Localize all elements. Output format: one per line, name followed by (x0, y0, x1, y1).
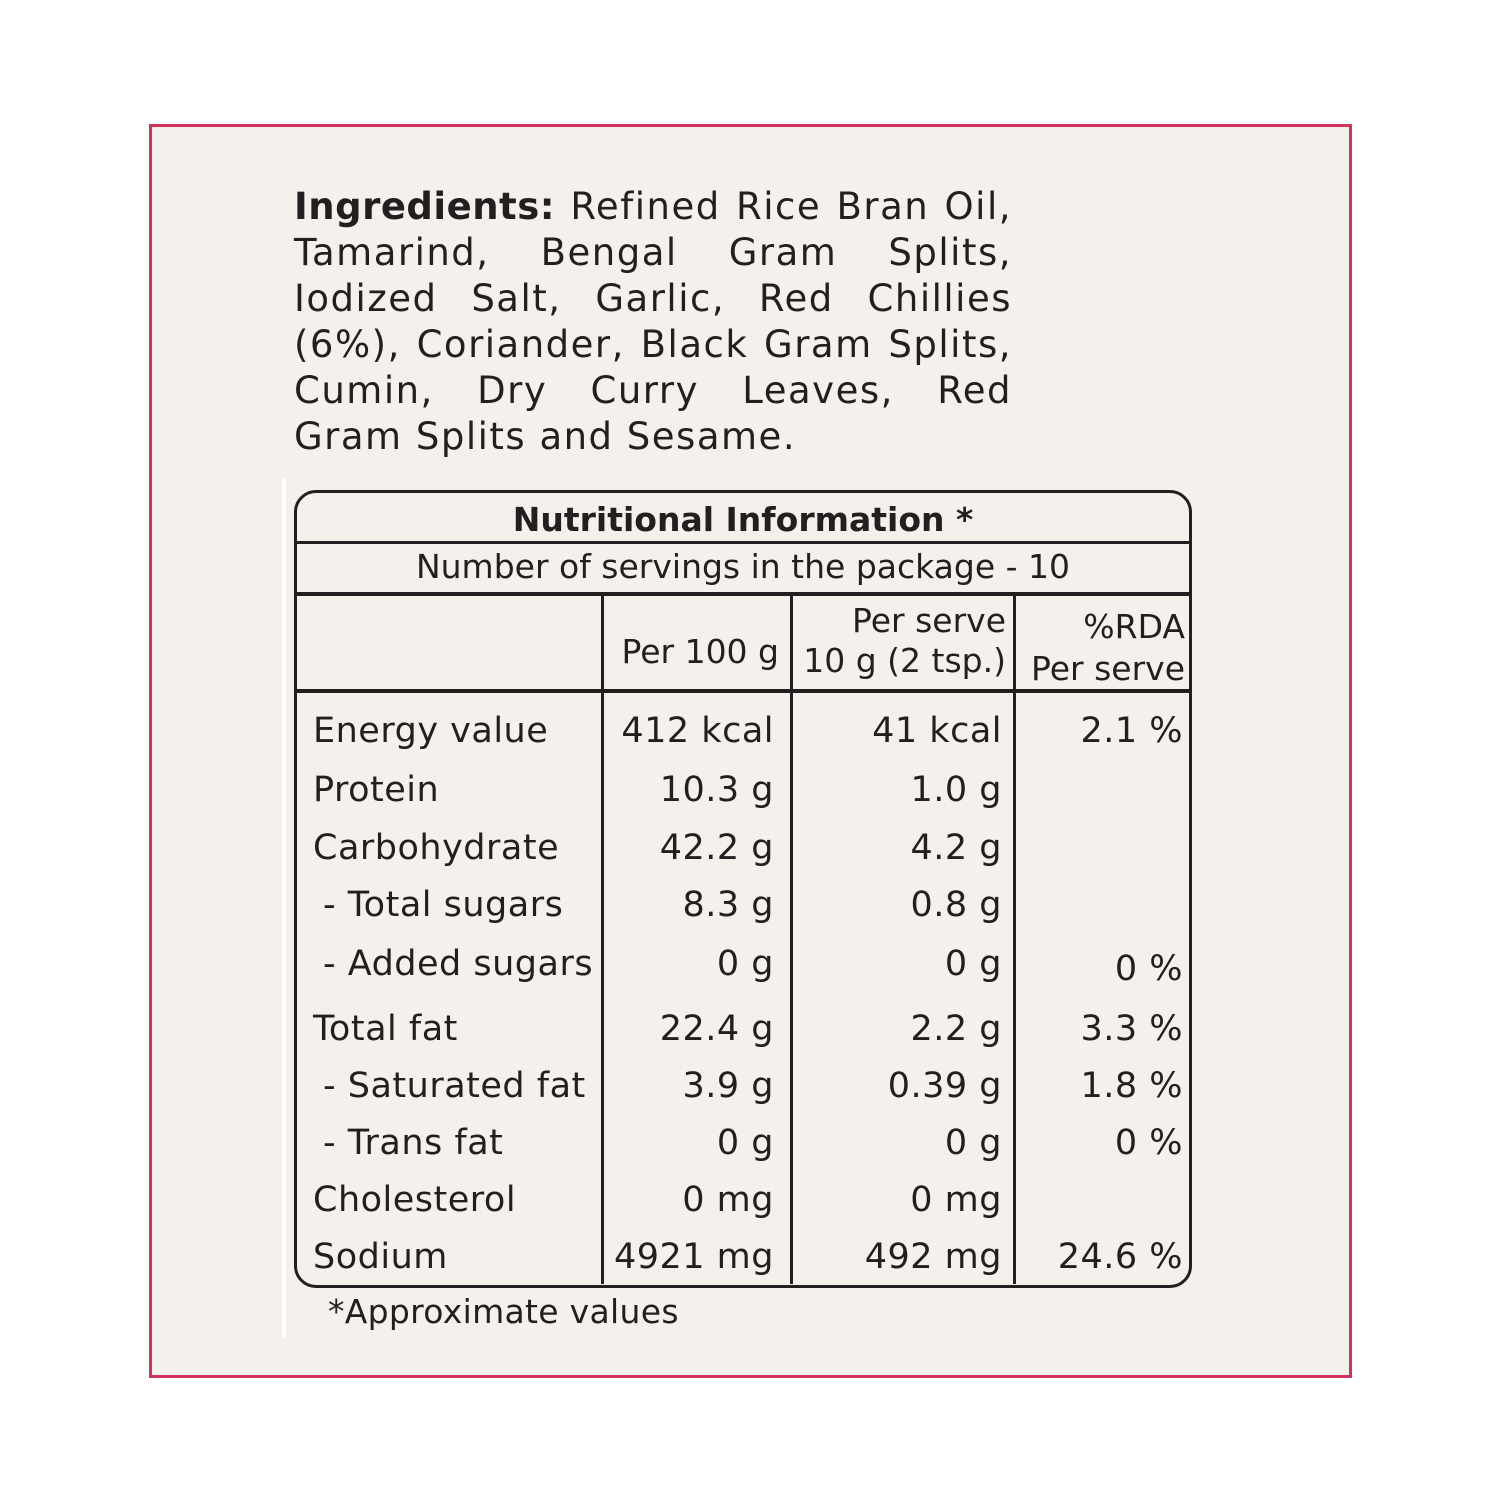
servings-text: Number of servings in the package - 10 (415, 547, 1071, 586)
value-perserve: 41 kcal (872, 711, 1002, 751)
nutrient-name: Protein (313, 770, 440, 810)
value-rda: 1.8 % (1080, 1066, 1183, 1106)
value-per100: 22.4 g (659, 1009, 774, 1049)
table-row (297, 820, 1189, 876)
value-perserve: 0 g (944, 944, 1002, 984)
header-rda: %RDA (1083, 607, 1185, 646)
nutrient-name: - Total sugars (323, 885, 564, 925)
value-per100: 0 g (716, 1123, 774, 1163)
header-perserve-amount: 10 g (2 tsp.) (803, 641, 1006, 680)
servings-divider (297, 592, 1189, 596)
table-row (297, 1115, 1189, 1171)
table-row (297, 703, 1189, 759)
table-row (297, 762, 1189, 818)
value-per100: 42.2 g (659, 828, 774, 868)
value-perserve: 0.39 g (887, 1066, 1002, 1106)
value-per100: 0 mg (682, 1180, 774, 1220)
value-per100: 10.3 g (659, 770, 774, 810)
header-per100: Per 100 g (621, 632, 779, 671)
nutrient-name: Total fat (313, 1009, 458, 1049)
ingredients-list: Refined Rice Bran Oil, Tamarind, Bengal Gram Splits, Iodized Salt, Garlic, Red Chillies (6%), Coriander, Black Gram Splits, Cumin, Dry Curry Leaves, Red Gram Splits and Sesame. (294, 185, 1012, 458)
table-row (297, 877, 1189, 933)
value-rda: 0 % (1114, 1123, 1183, 1163)
value-perserve: 2.2 g (910, 1009, 1002, 1049)
value-perserve: 0 g (944, 1123, 1002, 1163)
value-rda: 3.3 % (1080, 1009, 1183, 1049)
value-rda: 24.6 % (1057, 1237, 1183, 1277)
value-perserve: 0 mg (910, 1180, 1002, 1220)
value-perserve: 1.0 g (910, 770, 1002, 810)
divider-line (282, 478, 286, 1338)
value-per100: 4921 mg (613, 1237, 774, 1277)
nutrient-name: - Trans fat (323, 1123, 504, 1163)
table-row (297, 1001, 1189, 1057)
table-row (297, 1172, 1189, 1228)
value-perserve: 4.2 g (910, 828, 1002, 868)
nutrient-name: Energy value (313, 711, 549, 751)
table-row (297, 1058, 1189, 1114)
nutrient-name: - Saturated fat (323, 1066, 586, 1106)
nutrient-name: Sodium (313, 1237, 448, 1277)
value-per100: 3.9 g (682, 1066, 774, 1106)
ingredients-label: Ingredients: (294, 185, 556, 228)
nutrition-panel (294, 490, 1192, 1288)
ingredients-text (294, 184, 1012, 460)
header-divider (297, 689, 1189, 693)
header-perserve: Per serve (852, 601, 1006, 640)
table-row (297, 936, 1189, 992)
nutrient-name: - Added sugars (323, 944, 594, 984)
table-row (297, 1229, 1189, 1285)
header-rda-perserve: Per serve (1031, 649, 1185, 688)
nutrition-title: Nutritional Information * (512, 500, 974, 539)
nutrient-name: Cholesterol (313, 1180, 517, 1220)
footnote: *Approximate values (328, 1292, 679, 1331)
value-rda: 2.1 % (1080, 711, 1183, 751)
value-per100: 8.3 g (682, 885, 774, 925)
value-per100: 412 kcal (621, 711, 774, 751)
nutrient-name: Carbohydrate (313, 828, 560, 868)
value-per100: 0 g (716, 944, 774, 984)
value-perserve: 492 mg (864, 1237, 1002, 1277)
value-rda: 0 % (1114, 949, 1183, 989)
value-perserve: 0.8 g (910, 885, 1002, 925)
